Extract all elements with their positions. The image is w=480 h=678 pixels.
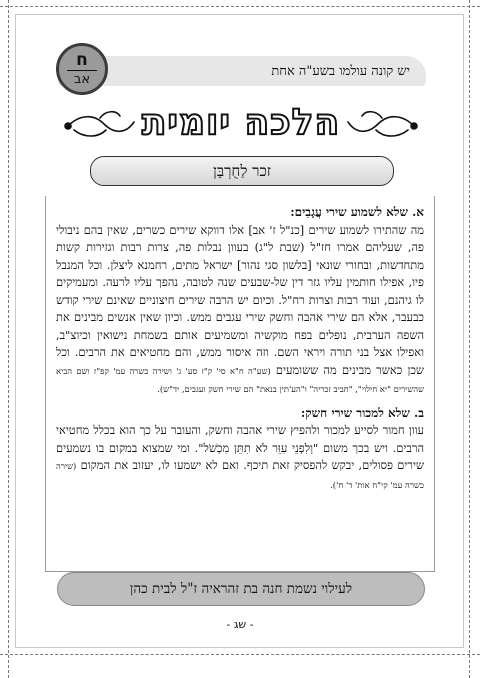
page-number: - שג - [226, 618, 254, 631]
halacha-body [45, 196, 435, 572]
section-b-note: (שירה כשרה עמ' קי"ח אות' ד' ח'). [56, 461, 424, 490]
section-title-text: זכר לַחֻרְבָּן [213, 161, 271, 180]
date-badge [56, 43, 108, 95]
dedication-banner [57, 572, 425, 606]
section-a-note: (שע"ה ח"א סי' ק"ז סע' ג' ושירה כשרה עמ' קפ"ז ושם הביא שהשירים "יא חילוי", "חביב זכריה" ו"הע'תין בנאת" הם שירי חשק ועגבים, יד"ש). [56, 365, 424, 394]
section-a-paragraph [56, 222, 424, 399]
top-banner-text: יש קונה עולמו בשע"ה אחת [271, 64, 410, 79]
section-a-heading: א. שלא לשמוע שירי עֲגָבִים: [290, 205, 424, 219]
dedication-text: לעילוי נשמת חנה בת זהראיה ז"ל לבית כהן [129, 581, 353, 597]
section-title [90, 156, 394, 186]
section-a-text: מה שהתירו לשמוע שירים [כנ"ל ז' אב] אלו דווקא שירים כשרים, שאין בהם ניבולי פה, שעליהם אמרו חז"ל (שבת ל"ג) בעוון נבלות פה, צרות רבות וגזירות קשות מתחדשות, ובחורי שונאי [בלשון סגי נהור] ישראל מתים, רחמנא ליצלן. וכל המנבל פיו, אפילו חותמין עליו גזר דין של-שבעים שנה לטובה, נהפך עליו לרעה. ומעמיקים לו גיהנם, ועוד רבות וצרות רח"ל. וכיום יש הרבה שירים חיצוניים שאינם שירי קודש כבעבר, אלא הם שירי אהבה וחשק שירי עגבים ממש. וכיון שאין אנשים מבינים את השפה הערבית, נופלים בפח מוקשיה ומשמיעים אותם בשמחת נישואין וכיוצ"ב, ואפילו אצל בני תורה ויראי השם. וזה איסור ממש, והם מחטיאים את הרבים. וכל שכן כאשר מבינים מה ששומעים [56, 222, 424, 377]
crop-line-left [8, 0, 9, 678]
title-area [60, 100, 422, 148]
top-banner [58, 56, 426, 86]
crop-line-bottom [0, 654, 480, 655]
section-b-paragraph [56, 422, 424, 494]
date-day: ח [76, 49, 88, 70]
date-divider [67, 70, 97, 71]
section-b-text: עוון חמור לסייע למכור ולהפיץ שירי אהבה וחשק, והעובר על כך הוא בכלל מחטיאי הרבים. ויש בכך משום "וְלִפְנֵי עִוֵּר לֹא תִתֵּן מִכְשֹׁל". ומי שמצוא במקום בו נשמעים שירים פסולים, יבקש להפסיק זאת תיכף. ואם לא ישמעו לו, יעזוב את המקום [56, 423, 424, 472]
crop-line-top [0, 6, 480, 7]
date-month: אב [73, 71, 91, 87]
section-b-heading: ב. שלא למכור שירי חשק: [300, 405, 424, 420]
page-title: הלכה יומית [141, 102, 341, 143]
crop-line-right [469, 0, 470, 678]
